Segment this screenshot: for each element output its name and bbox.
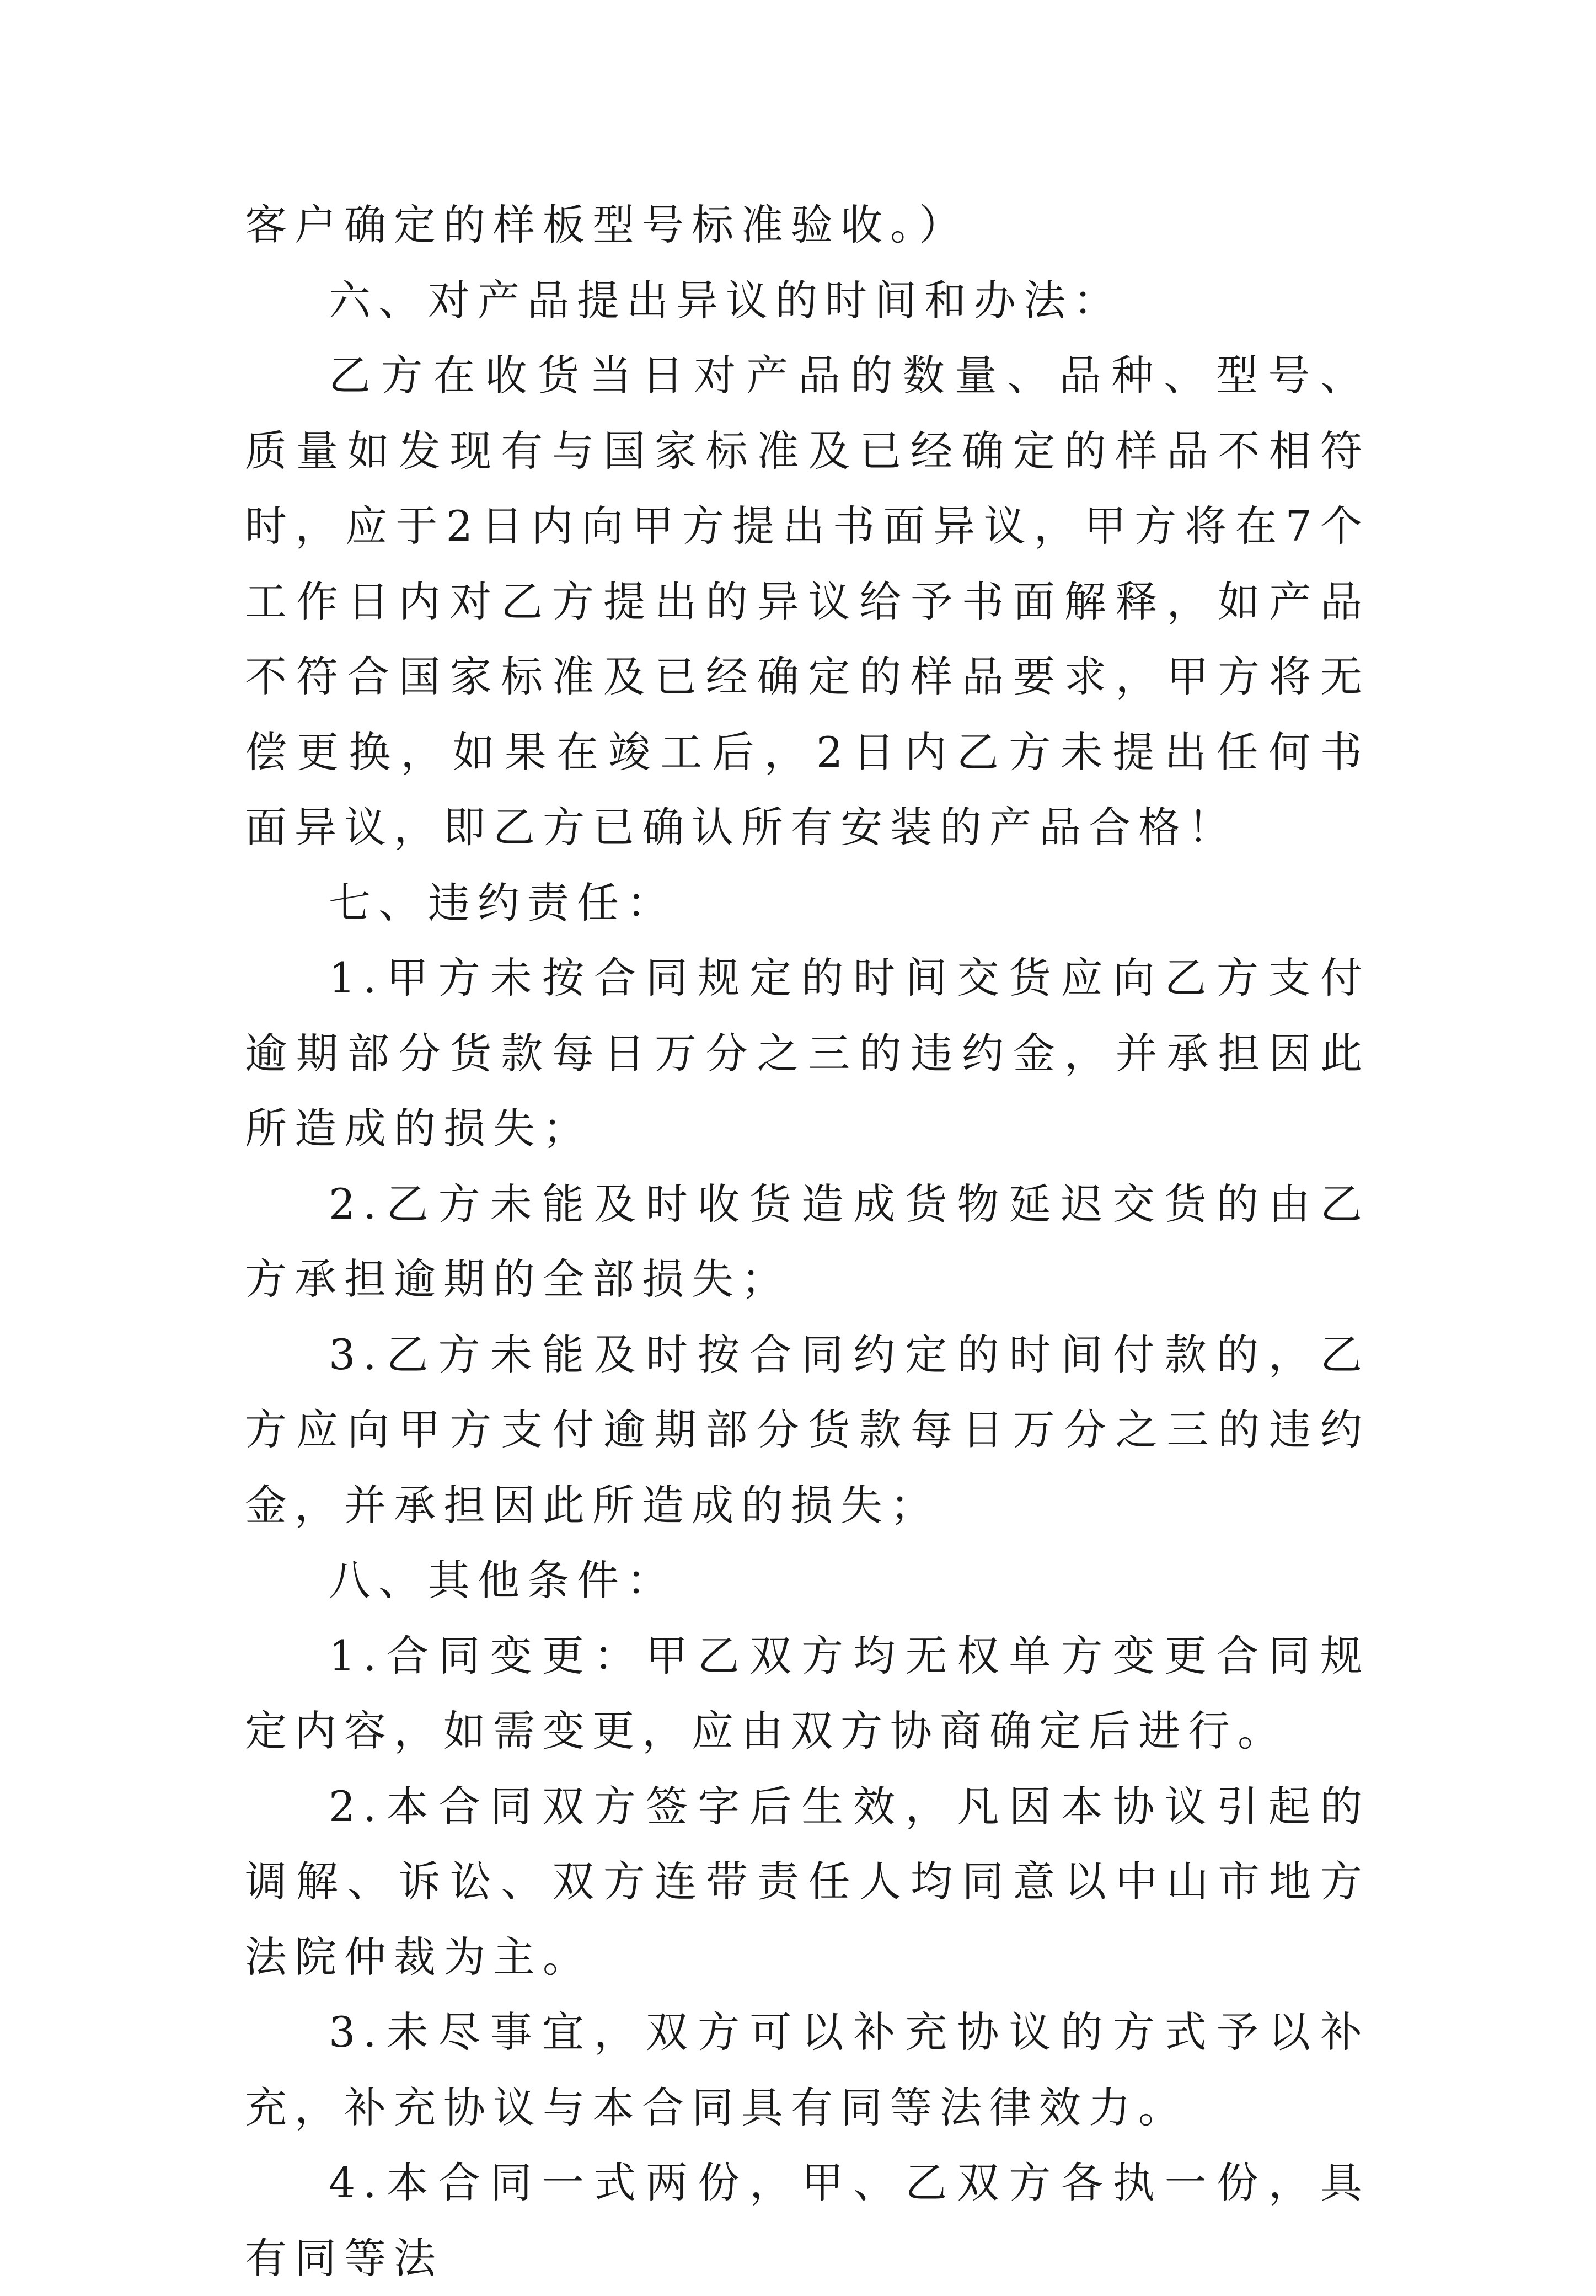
paragraph-objection-details: 乙方在收货当日对产品的数量、品种、型号、质量如发现有与国家标准及已经确定的样品不相符时，应于2日内向甲方提出书面异议，甲方将在7个工作日内对乙方提出的异议给予书面解释，如产品不符合国家标准及已经确定的样品要求，甲方将无偿更换，如果在竣工后，2日内乙方未提出任何书面异议，即乙方已确认所有安装的产品合格！ bbox=[245, 351, 1370, 852]
heading-other-conditions: 八、其他条件： bbox=[329, 1556, 676, 1605]
document-body bbox=[245, 188, 1370, 2296]
clause-liability-3: 3.乙方未能及时按合同约定的时间付款的，乙方应向甲方支付逾期部分货款每日万分之三的违约金，并承担因此所造成的损失； bbox=[245, 1329, 1370, 1530]
clause-other-3: 3.未尽事宜，双方可以补充协议的方式予以补充，补充协议与本合同具有同等法律效力。 bbox=[245, 2007, 1370, 2132]
heading-objection-procedure: 六、对产品提出异议的时间和办法： bbox=[329, 275, 1123, 325]
clause-liability-1: 1.甲方未按合同规定的时间交货应向乙方支付逾期部分货款每日万分之三的违约金，并承担因此所造成的损失； bbox=[245, 953, 1370, 1153]
paragraph-acceptance-standard: 客户确定的样板型号标准验收。） bbox=[245, 200, 968, 249]
clause-liability-2: 2.乙方未能及时收货造成货物延迟交货的由乙方承担逾期的全部损失； bbox=[245, 1179, 1370, 1304]
clause-other-2: 2.本合同双方签字后生效，凡因本协议引起的调解、诉讼、双方连带责任人均同意以中山市地方法院仲裁为主。 bbox=[245, 1781, 1370, 1982]
clause-other-1: 1.合同变更：甲乙双方均无权单方变更合同规定内容，如需变更，应由双方协商确定后进行。 bbox=[245, 1631, 1370, 1755]
heading-liability: 七、违约责任： bbox=[329, 878, 676, 927]
clause-other-4: 4.本合同一式两份，甲、乙双方各执一份，具有同等法 bbox=[245, 2158, 1370, 2283]
